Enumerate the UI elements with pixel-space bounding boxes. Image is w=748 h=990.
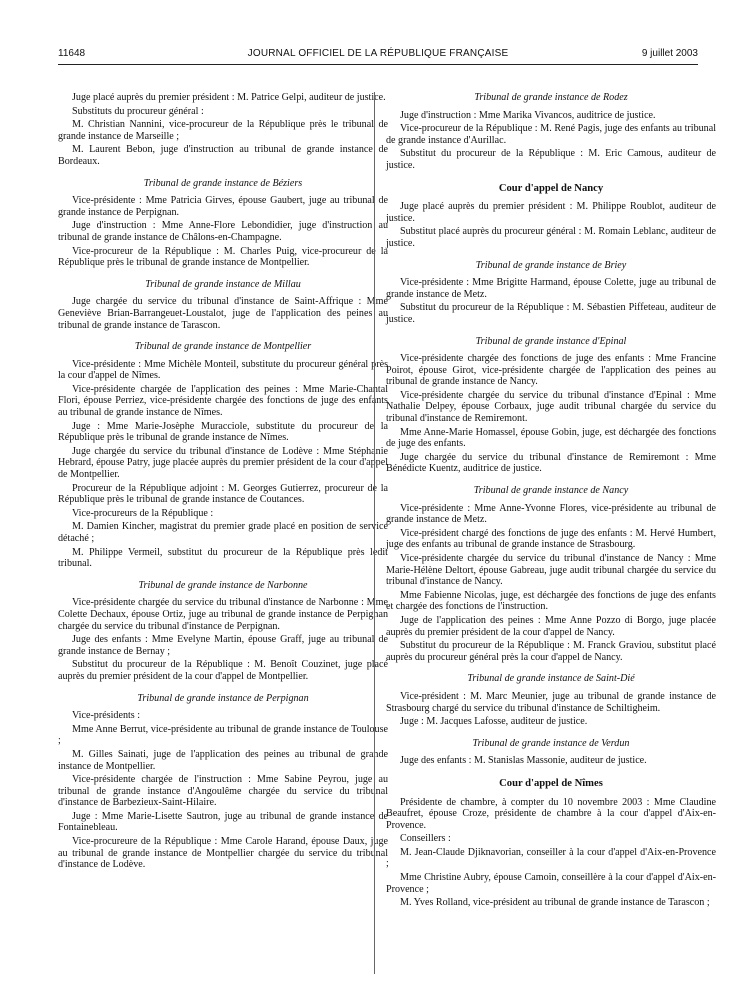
paragraph: Substitut du procureur de la République : M. Benoît Couzinet, juge placé auprès du premier président de la cour d'appel de Montpellier. [58,659,388,682]
paragraph: Vice-présidente : Mme Michèle Monteil, substitute du procureur général près la cour d'appel de Nîmes. [58,358,388,382]
paragraph: Vice-président : M. Marc Meunier, juge au tribunal de grande instance de Strasbourg chargé du service du tribunal d'instance de Schiltigheim. [386,690,716,714]
paragraph: Vice-présidente chargée des fonctions de juge des enfants : Mme Francine Poirot, épouse Girot, vice-présidente chargée de l'application des peines au tribunal de grande instance de Nancy. [386,353,716,388]
paragraph: Vice-présidente : Mme Patricia Girves, épouse Gaubert, juge au tribunal de grande instance de Perpignan. [58,195,388,218]
section-heading: Tribunal de grande instance de Perpignan [137,692,309,704]
paragraph: Mme Fabienne Nicolas, juge, est déchargée des fonctions de juge des enfants et chargée des fonctions de l'instruction. [386,589,716,613]
section-heading: Tribunal de grande instance de Millau [145,278,301,290]
paragraph: Juge placé auprès du premier président : M. Patrice Gelpi, auditeur de justice. [72,92,386,103]
paragraph: M. Gilles Sainati, juge de l'application des peines au tribunal de grande instance de Montpellier. [58,748,388,772]
paragraph: Vice-présidente chargée de l'application des peines : Mme Marie-Chantal Flori, épouse Perriez, vice-présidente chargée des fonctions de juge des enfants au tribunal de grande instance de Nîmes. [58,383,388,419]
court-heading: Cour d'appel de Nancy [498,182,604,194]
paragraph: Juge de l'application des peines : Mme Anne Pozzo di Borgo, juge placée auprès du premier président de la cour d'appel de Nancy. [386,614,716,638]
column-divider [374,92,375,974]
paragraph: Juge placé auprès du premier président : M. Philippe Roublot, auditeur de justice. [386,201,716,224]
section-heading: Tribunal de grande instance de Béziers [143,177,303,189]
paragraph: Vice-procureurs de la République : [72,507,214,519]
paragraph: Juge des enfants : Mme Evelyne Martin, épouse Graff, juge au tribunal de grande instance de Bernay ; [58,634,388,657]
paragraph: Vice-procureur de la République : M. Charles Puig, vice-procureur de la République près le tribunal de grande instance de Montpellier. [58,245,388,269]
paragraph: M. Philippe Vermeil, substitut du procureur de la République près ledit tribunal. [58,546,388,570]
paragraph: Vice-procureure de la République : Mme Carole Harand, épouse Daux, juge au tribunal de grande instance de Montpellier chargée du service du tribunal d'instance de Lodève. [58,836,388,871]
section-heading: Tribunal de grande instance de Briey [475,259,627,271]
section-heading: Tribunal de grande instance d'Epinal [475,335,627,347]
paragraph: Conseillers : [400,833,451,845]
paragraph: Présidente de chambre, à compter du 10 novembre 2003 : Mme Claudine Beaufret, épouse Croze, présidente de chambre à la cour d'appel d'Aix-en-Provence. [386,796,716,831]
paragraph: Juge chargée du service du tribunal d'instance de Remiremont : Mme Bénédicte Kuentz, auditrice de justice. [386,451,716,475]
paragraph: M. Damien Kincher, magistrat du premier grade placé en position de service détaché ; [58,521,388,544]
paragraph: M. Yves Rolland, vice-président au tribunal de grande instance de Tarascon ; [400,897,710,909]
section-heading: Tribunal de grande instance de Narbonne [138,579,308,591]
paragraph: Mme Anne-Marie Homassel, épouse Gobin, juge, est déchargée des fonctions de juge des enfants. [386,426,716,450]
paragraph: Vice-présidente chargée du service du tribunal d'instance de Narbonne : Mme Colette Dechaux, épouse Ortiz, juge au tribunal de grande instance de Perpignan chargée du service du tribunal d'instance de Perpignan. [58,597,388,632]
court-heading: Cour d'appel de Nîmes [499,777,603,789]
paragraph: Vice-présidente chargée du service du tribunal d'instance d'Epinal : Mme Nathalie Delpey, épouse Corbaux, juge audit tribunal chargée du service du tribunal d'instance de Remiremont. [386,389,716,425]
section-heading: Tribunal de grande instance de Nancy [473,485,629,497]
paragraph: Vice-président chargé des fonctions de juge des enfants : M. Hervé Humbert, juge des enfants au tribunal de grande instance de Strasbourg. [386,527,716,551]
paragraph: Juge : Mme Marie-Josèphe Muracciole, substitute du procureur de la République près le tribunal de grande instance de Nîmes. [58,420,388,444]
paragraph: Juge : M. Jacques Lafosse, auditeur de justice. [400,716,588,728]
paragraph: Juge d'instruction : Mme Marika Vivancos, auditrice de justice. [400,109,656,121]
paragraph: Vice-présidente chargée du service du tribunal d'instance de Nancy : Mme Marie-Hélène Deltort, épouse Gabreau, juge audit tribunal chargée du service du tribunal d'instance de Nancy. [386,553,716,588]
paragraph: Juge chargée du service du tribunal d'instance de Saint-Affrique : Mme Geneviève Brian-Barrangeuet-Loustalot, juge de l'application des peines au tribunal de grande instance de Tarascon. [58,296,388,331]
section-heading: Tribunal de grande instance de Rodez [474,92,628,103]
paragraph: Juge d'instruction : Mme Anne-Flore Lebondidier, juge d'instruction au tribunal de grande instance de Châlons-en-Champagne. [58,220,388,243]
issue-date: 9 juillet 2003 [641,48,698,59]
section-heading: Tribunal de grande instance de Verdun [472,737,630,749]
page-number: 11648 [58,48,86,59]
paragraph: Substitut placé auprès du procureur général : M. Romain Leblanc, auditeur de justice. [386,226,716,249]
paragraph: Procureur de la République adjoint : M. Georges Gutierrez, procureur de la République près le tribunal de grande instance de Coutances. [58,482,388,506]
paragraph: Substituts du procureur général : [72,105,204,117]
paragraph: Mme Anne Berrut, vice-présidente au tribunal de grande instance de Toulouse ; [58,723,388,747]
left-column [58,92,388,871]
paragraph: M. Christian Nannini, vice-procureur de la République près le tribunal de grande instance de Marseille ; [58,119,388,142]
paragraph: Vice-présidente : Mme Brigitte Harmand, épouse Colette, juge au tribunal de grande instance de Metz. [386,277,716,300]
paragraph: Mme Christine Aubry, épouse Camoin, conseillère à la cour d'appel d'Aix-en-Provence ; [386,872,716,895]
section-heading: Tribunal de grande instance de Saint-Dié [467,673,635,685]
paragraph: Substitut du procureur de la République : M. Franck Graviou, substitut placé auprès du procureur général près la cour d'appel de Nancy. [386,640,716,663]
section-heading: Tribunal de grande instance de Montpellier [134,341,312,353]
paragraph: Vice-procureur de la République : M. René Pagis, juge des enfants au tribunal de grande instance d'Aurillac. [386,123,716,146]
paragraph: Juge : Mme Marie-Lisette Sautron, juge au tribunal de grande instance de Fontainebleau. [58,810,388,834]
paragraph: Substitut du procureur de la République : M. Eric Camous, auditeur de justice. [386,148,716,171]
journal-title: JOURNAL OFFICIEL DE LA RÉPUBLIQUE FRANÇAISE [247,48,509,59]
paragraph: M. Laurent Bebon, juge d'instruction au tribunal de grande instance de Bordeaux. [58,144,388,167]
paragraph: Vice-présidente : Mme Anne-Yvonne Flores, vice-présidente au tribunal de grande instance de Metz. [386,502,716,526]
page-header [58,48,698,64]
header-rule [58,64,698,65]
paragraph: Vice-présidente chargée de l'instruction : Mme Sabine Peyrou, juge au tribunal de grande instance d'Angoulême chargée du service du tribunal d'instance de Barbezieux-Saint-Hilaire. [58,774,388,809]
right-column [386,92,716,909]
paragraph: Juge chargée du service du tribunal d'instance de Lodève : Mme Stéphanie Hebrard, épouse Patry, juge placée auprès du premier président de la cour d'appel de Montpellier. [58,445,388,481]
paragraph: Vice-présidents : [72,710,141,722]
paragraph: Juge des enfants : M. Stanislas Massonie, auditeur de justice. [400,755,647,767]
paragraph: M. Jean-Claude Djiknavorian, conseiller à la cour d'appel d'Aix-en-Provence ; [386,846,716,870]
paragraph: Substitut du procureur de la République : M. Sébastien Piffeteau, auditeur de justice. [386,302,716,325]
